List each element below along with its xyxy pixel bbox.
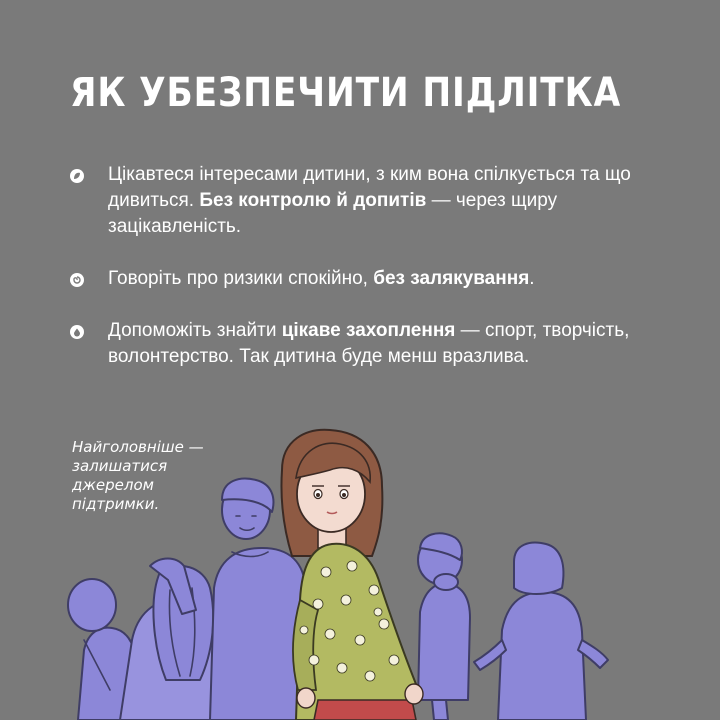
- page-title: ЯК УБЕЗПЕЧИТИ ПІДЛІТКА: [70, 70, 622, 116]
- support-note: Найголовніше — залишатися джерелом підтримки.: [72, 438, 204, 513]
- teen-figure-far-right: [474, 543, 608, 720]
- main-girl-figure: [281, 430, 423, 720]
- tip-text: Говоріть про ризики спокійно, без залякування.: [108, 268, 535, 289]
- tip-text: Допоможіть знайти цікаве захоплення — спорт, творчість, волонтерство. Так дитина буде менш вразлива.: [108, 320, 630, 367]
- teen-figure-right: [418, 533, 470, 720]
- tip-emphasis: цікаве захоплення: [281, 320, 456, 341]
- tip-emphasis: без залякування: [373, 268, 530, 289]
- tip-emphasis: Без контролю й допитів: [199, 190, 427, 211]
- tip-text: Цікавтеся інтересами дитини, з ким вона спілкується та що дивиться. Без контролю й допитів — через щиру зацікавленість.: [108, 164, 631, 237]
